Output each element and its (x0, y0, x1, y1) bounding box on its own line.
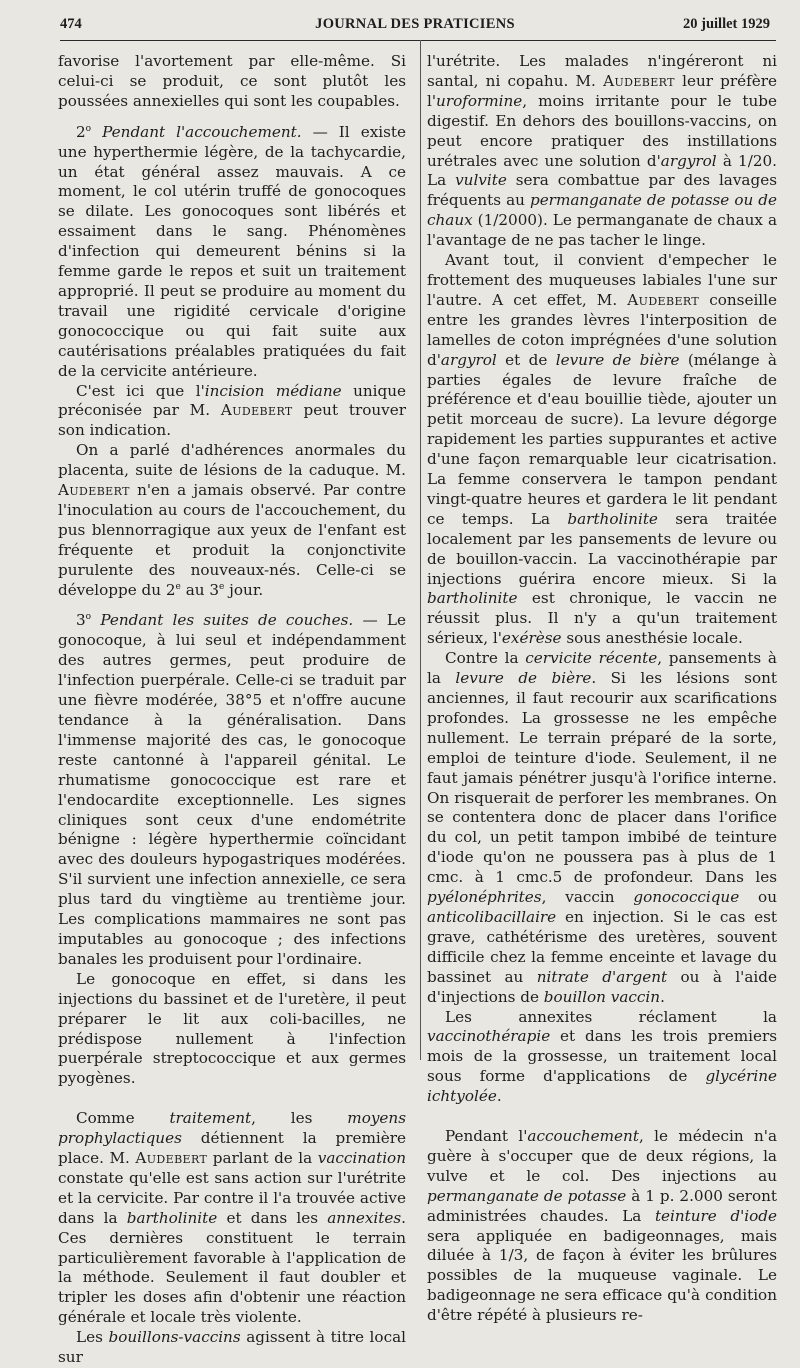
section-paragraph-accouchement: 2$^o$ Pendant l'accouchement. — Il existe une hyperthermie légère, de la tachycardie, un état général assez mauvais. A ce moment, le col utérin truffé de gonocoques se dilate. Les gonocoques sont libérés et essaiment dans le sang. Phénomènes d'infection qui demeurent bénins si la femme garde le repos et suit un traitement approprié. Il peut se produire au moment du travail une rigidité cervicale d'origine gonococcique ou qui fait suite aux cautérisations préalables pratiquées du fait de la cervicite antérieure. (58, 122, 406, 380)
paragraph: On a parlé d'adhérences anormales du placenta, suite de lésions de la caduque. M. Audebert n'en a jamais observé. Par contre l'inoculation au cours de l'accouchement, du pus blennorragique aux yeux de l'enfant est fréquente et produit la conjonctivite purulente des nouveaux-nés. Celle-ci se développe du 2e au 3e jour. (58, 441, 406, 599)
paragraph: Les bouillons-vaccins agissent à titre local sur (58, 1328, 406, 1367)
paragraph: Contre la cervicite récente, pansements à la levure de bière. Si les lésions sont anciennes, il faut recourir aux scarifications profondes. La grossesse ne les empêche nullement. Le terrain préparé de la sorte, emploi de teinture d'iode. Seulement, il ne faut jamais pénétrer jusqu'à l'orifice interne. On risquerait de perforer les membranes. On se contentera donc de placer dans l'orifice du col, un petit tampon imbibé de teinture d'iode qu'on ne poussera pas à plus de 1 cmc. à 1 cmc.5 de profondeur. Dans les pyélonéphrites, vaccin gonococcique ou anticolibacillaire en injection. Si le cas est grave, cathétérisme des uretères, souvent difficile chez la femme enceinte et lavage du bassinet au nitrate d'argent ou à l'aide d'injections de bouillon vaccin. (427, 649, 777, 1006)
running-header (60, 14, 770, 38)
column-divider (420, 40, 421, 1060)
right-column (427, 52, 777, 1326)
paragraph: l'urétrite. Les malades n'ingéreront ni santal, ni copahu. M. Audebert leur préfère l'uroformine, moins irritante pour le tube digestif. En dehors des bouillons-vaccins, on peut encore pratiquer des instillations urétrales avec une solution d'argyrol à 1/20. La vulvite sera combattue par des lavages fréquents au permanganate de potasse ou de chaux (1/2000). Le permanganate de chaux a l'avantage de ne pas tacher le linge. (427, 52, 777, 250)
journal-title: JOURNAL DES PRATICIENS (315, 16, 515, 32)
paragraph: Pendant l'accouchement, le médecin n'a guère à s'occuper que de deux régions, la vulve et le col. Des injections au permanganate de potasse à 1 p. 2.000 seront administrées chaudes. La teinture d'iode sera appliquée en badigeonnages, mais diluée à 1/3, de façon à éviter les brûlures possibles de la muqueuse vaginale. Le badigeonnage ne sera efficace qu'à condition d'être répété à plusieurs re- (427, 1127, 778, 1325)
issue-date: 20 juillet 1929 (683, 16, 770, 32)
paragraph: favorise l'avortement par elle-même. Si celui-ci se produit, ce sont plutôt les poussées annexielles qui sont les coupables. (58, 52, 406, 110)
page-number: 474 (60, 16, 82, 32)
header-rule (60, 40, 776, 41)
paragraph: C'est ici que l'incision médiane unique préconisée par M. Audebert peut trouver son indication. (58, 381, 406, 440)
section-heading: Pendant l'accouchement. (102, 122, 302, 141)
section-paragraph-suites-de-couches: 3$^o$ Pendant les suites de couches. — Le gonocoque, à lui seul et indépendamment des autres germes, peut produire de l'infection puerpérale. Celle-ci se traduit par une fièvre modérée, 38°5 et n'offre aucune tendance à la généralisation. Dans l'immense majorité des cas, le gonocoque reste cantonné à l'appareil génital. Le rhumatisme gonococcique est rare et l'endocardite exceptionnelle. Les signes cliniques sont ceux d'une endométrite bénigne : légère hyperthermie coïncidant avec des douleurs hypogastriques modérées. S'il survient une infection annexielle, ce sera plus tard du vingtième au trentième jour. Les complications mammaires ne sont pas imputables au gonocoque ; des infections banales les produisent pour l'ordinaire. (58, 611, 407, 968)
paragraph-traitement: Comme traitement, les moyens prophylactiques détiennent la première place. M. Audebert parlant de la vaccination constate qu'elle est sans action sur l'urétrite et la cervicite. Par contre il l'a trouvée active dans la bartholinite et dans les annexites. Ces dernières constituent le terrain particulièrement favorable à l'application de la méthode. Seulement il faut doubler et tripler les doses afin d'obtenir une réaction générale et locale très violente. (58, 1109, 406, 1327)
paragraph: Avant tout, il convient d'empecher le frottement des muqueuses labiales l'une sur l'autre. A cet effet, M. Audebert conseille entre les grandes lèvres l'interposition de lamelles de coton imprégnées d'une solution d'argyrol et de levure de bière (mélange à parties égales de levure fraîche de préférence et d'eau bouillie tiède, ajouter un petit morceau de sucre). La levure dégorge rapidement les parties suppurantes et active d'une façon remarquable leur cicatrisation. La femme conservera le tampon pendant vingt-quatre heures et gardera le lit pendant ce temps. La bartholinite sera traitée localement par les pansements de levure ou de bouillon-vaccin. La vaccinothérapie par injections guérira encore mieux. Si la bartholinite est chronique, le vaccin ne réussit plus. Il n'y a qu'un traitement sérieux, l'exérèse sous anesthésie locale. (427, 251, 777, 648)
section-heading: Pendant les suites de couches. (100, 611, 354, 630)
left-column (58, 52, 406, 1368)
paragraph: Le gonocoque en effet, si dans les injections du bassinet et de l'uretère, il peut préparer le lit aux coli-bacilles, ne prédispose nullement à l'infection puerpérale streptococcique et aux germes pyogènes. (58, 969, 406, 1088)
paragraph: Les annexites réclament la vaccinothérapie et dans les trois premiers mois de la grossesse, un traitement local sous forme d'applications de glycérine ichtyolée. (427, 1007, 777, 1106)
